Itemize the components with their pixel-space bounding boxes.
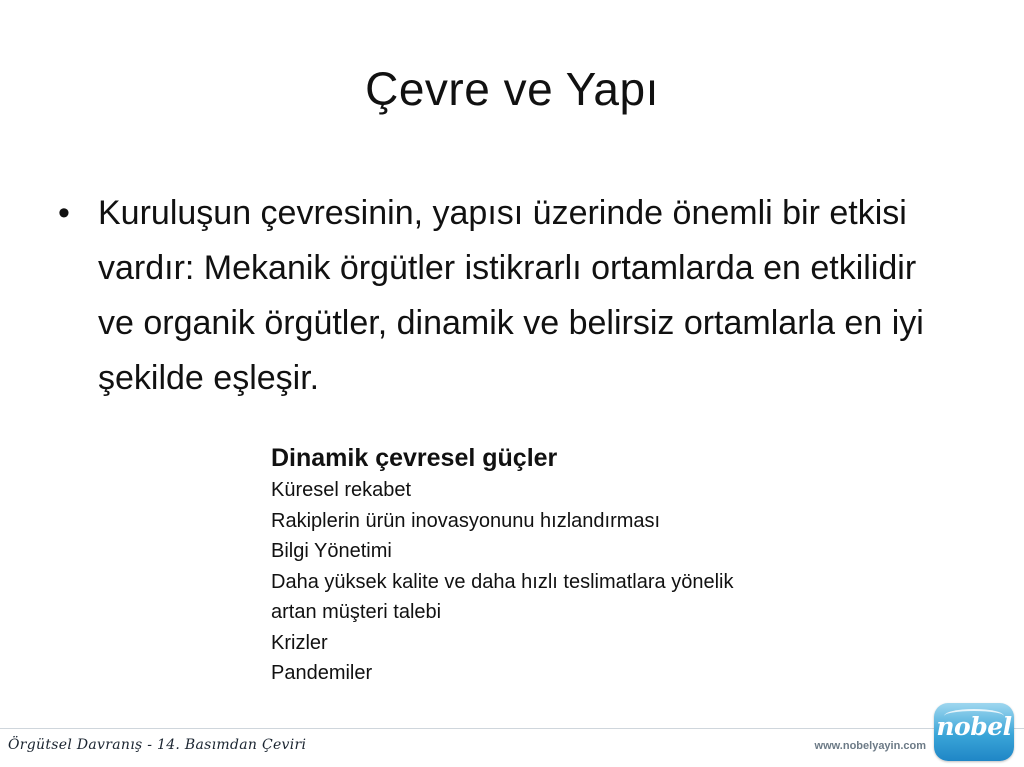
slide-title: Çevre ve Yapı bbox=[365, 63, 659, 115]
logo-text: nobel bbox=[936, 712, 1012, 741]
footer-book-title: Örgütsel Davranış - 14. Basımdan Çeviri bbox=[8, 737, 307, 753]
footer-divider bbox=[0, 728, 1024, 729]
footer-url: www.nobelyayin.com bbox=[814, 740, 926, 752]
forces-heading: Dinamik çevresel güçler bbox=[271, 444, 558, 472]
list-item: Krizler bbox=[271, 631, 328, 654]
list-item: Bilgi Yönetimi bbox=[271, 540, 392, 562]
bullet-paragraph bbox=[58, 186, 938, 406]
bullet-text: Kuruluşun çevresinin, yapısı üzerinde önemli bir etkisi vardır: Mekanik örgütler istikrarlı ortamlarda en etkilidir ve organik örgütler, dinamik ve belirsiz ortamlarla en iyi şekilde eşleşir. bbox=[98, 194, 924, 397]
nobel-logo bbox=[934, 703, 1014, 761]
list-item: Rakiplerin ürün inovasyonunu hızlandırması bbox=[271, 509, 661, 532]
list-item: artan müşteri talebi bbox=[271, 601, 442, 623]
forces-list bbox=[271, 475, 871, 689]
bullet-marker: • bbox=[58, 194, 70, 232]
list-item: Küresel rekabet bbox=[271, 479, 412, 501]
list-item: Daha yüksek kalite ve daha hızlı teslimatlara yönelik bbox=[271, 570, 734, 593]
list-item: Pandemiler bbox=[271, 662, 373, 684]
dynamic-forces-box bbox=[271, 441, 871, 689]
